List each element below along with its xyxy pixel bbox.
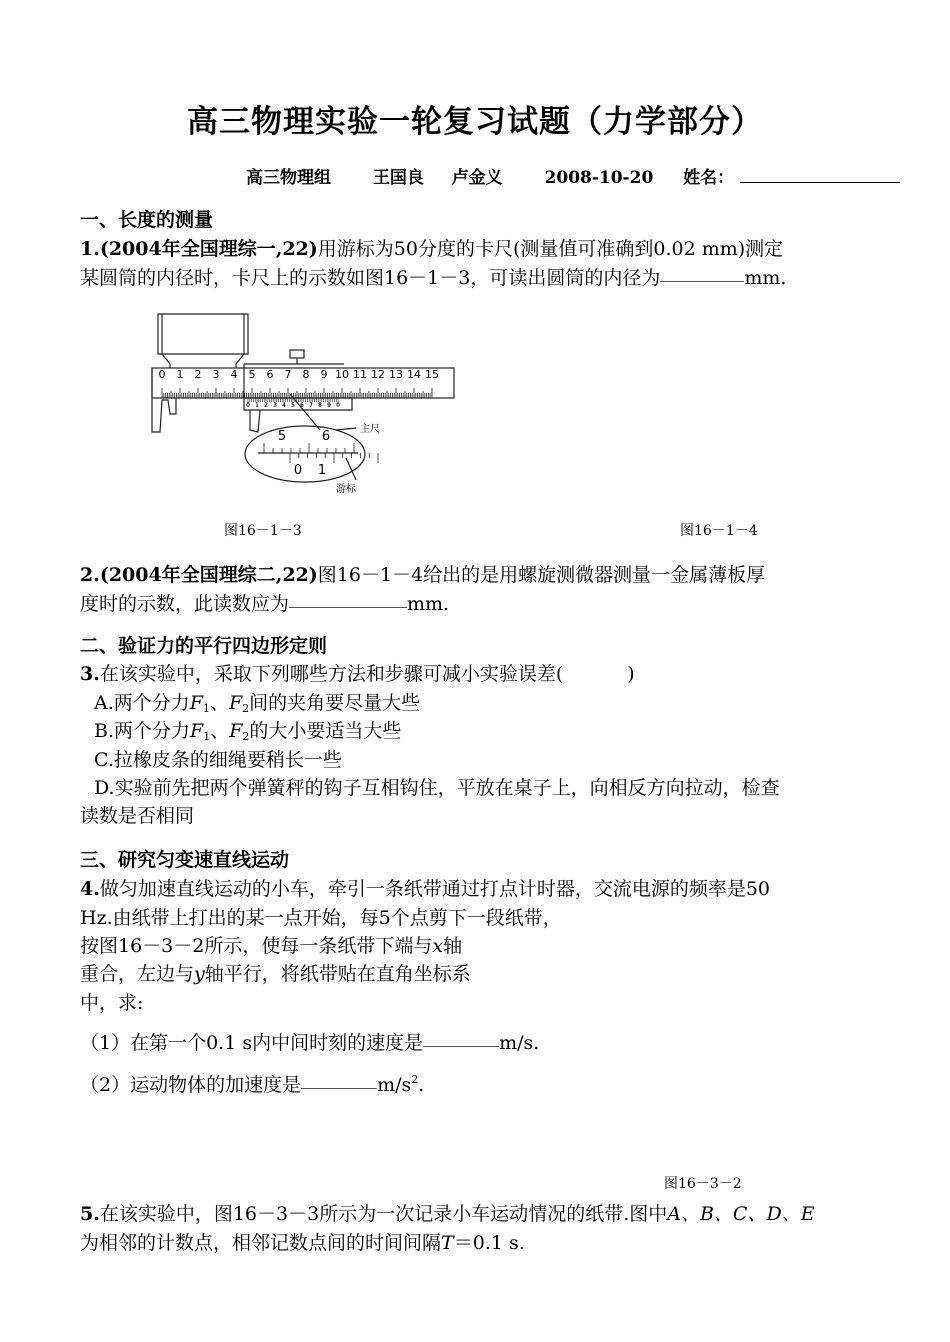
q5-points: A、B、C、D、E [667,1203,815,1225]
q2-text2: 度时的示数，此读数应为 [80,593,290,615]
x-axis-symbol: x [432,935,444,957]
q4-sub2-text: （2）运动物体的加速度是 [80,1074,302,1096]
page-title: 高三物理实验一轮复习试题（力学部分） [187,104,763,140]
sep: 、 [210,720,230,742]
q4-end: . [418,1074,425,1096]
q2-number: 2. [80,564,100,586]
q1-source: (2004年全国理综一,22) [99,238,318,260]
sub-2: 2 [242,702,250,715]
q3-option-b-post: 的大小要适当大些 [249,720,402,742]
main-scale-label: 8 [302,368,310,381]
zoom-main-label: 5 [277,429,287,444]
main-scale-label: 13 [389,368,403,381]
q3-stem-text: 在该实验中，采取下列哪些方法和步骤可减小实验误差( [99,663,564,685]
main-scale-label: 6 [266,368,274,381]
main-scale-label: 4 [230,368,238,381]
sub-2: 2 [242,730,250,743]
section1-heading: 一、长度的测量 [80,209,214,231]
q3-stem [80,659,635,686]
vernier-scale-label: 0 [336,402,340,409]
main-scale-label: 2 [194,368,202,381]
name-blank[interactable] [740,182,900,183]
vernier-scale-label: 0 [246,402,250,409]
q5-number: 5. [80,1203,100,1225]
zoom-vernier-label: 1 [317,463,327,478]
q1-text1: 用游标为50分度的卡尺(测量值可准确到0.02 mm)测定 [317,238,784,260]
q2-line1 [80,560,765,587]
q4-line1 [80,874,770,901]
zoom-main-label: 6 [321,429,331,444]
q4-line2: Hz.由纸带上打出的某一点开始，每5个点剪下一段纸带， [80,907,562,929]
q2-unit: mm. [407,593,450,615]
q4-sup2: 2 [411,1073,419,1086]
q5-line2 [80,1228,525,1255]
force-f1: F [190,720,204,742]
main-scale-label: 1 [176,368,184,381]
q5-text2: 为相邻的计数点，相邻记数点间的时间间隔 [80,1232,442,1254]
q4-text4-post: 轴平行，将纸带贴在直角坐标系 [204,963,471,985]
q3-option-b-pre: B.两个分力 [94,720,191,742]
q3-number: 3. [80,663,100,685]
vernier-scale-label: 2 [264,402,268,409]
q1-text2: 某圆筒的内径时，卡尺上的示数如图16－1－3，可读出圆筒的内径为 [80,267,661,289]
q4-line4 [80,959,471,986]
q1-answer-blank[interactable] [660,280,744,282]
q3-option-a[interactable] [94,688,420,715]
q2-source: (2004年全国理综二,22) [99,564,318,586]
vernier-scale-label: 5 [291,402,295,409]
q3-option-a-post: 间的夹角要尽量大些 [249,692,421,714]
q3-option-d-line2: 读数是否相同 [80,805,195,827]
vernier-scale-label: 1 [255,402,259,409]
byline-author1: 王国良 [372,168,424,188]
vernier-scale-label: 6 [300,402,304,409]
main-scale-label: 3 [212,368,220,381]
main-scale-label: 14 [407,368,421,381]
q4-sub2-unit: m/s [377,1074,412,1096]
main-scale-label: 11 [353,368,367,381]
q5-text2-post: ＝0.1 s. [453,1232,525,1254]
main-scale-label: 0 [158,368,166,381]
q4-sub2-blank[interactable] [301,1087,377,1089]
vernier-scale-label: 7 [309,402,313,409]
main-scale-label: 9 [320,368,328,381]
main-scale-label: 7 [284,368,292,381]
vernier-scale-label: 9 [327,402,331,409]
byline-name-label: 姓名： [683,168,735,188]
label-vernier: 游标 [336,484,356,495]
vernier-scale-label: 3 [273,402,277,409]
q4-text1: 做匀加速直线运动的小车，牵引一条纸带通过打点计时器，交流电源的频率是50 [99,878,771,900]
q2-answer-blank[interactable] [289,606,407,608]
cylinder-body [158,314,248,354]
zoom-ellipse [245,426,365,482]
vernier-scale-label: 8 [318,402,322,409]
byline-group: 高三物理组 [246,168,331,188]
q4-sub1-unit: m/s. [499,1032,540,1054]
sub-1: 1 [203,730,211,743]
q5-t-symbol: T [441,1232,454,1254]
q3-option-b[interactable] [94,716,401,743]
figure-caption-16-3-2: 图16－3－2 [664,1176,742,1192]
q5-line1 [80,1199,815,1226]
byline-author2: 卢金义 [451,168,503,188]
main-scale-label: 12 [371,368,385,381]
q5-text1: 在该实验中，图16－3－3所示为一次记录小车运动情况的纸带.图中 [99,1203,668,1225]
byline-date: 2008-10-20 [544,168,654,188]
q2-text1: 图16－1－4给出的是用螺旋测微器测量一金属薄板厚 [317,564,766,586]
section2-heading: 二、验证力的平行四边形定则 [80,635,328,657]
q4-sub1-text: （1）在第一个0.1 s内中间时刻的速度是 [80,1032,424,1054]
force-f2: F [229,720,243,742]
zoom-vernier-label: 0 [293,463,303,478]
q4-line3 [80,931,462,958]
q4-sub1 [80,1028,539,1055]
figure-caption-16-1-4: 图16－1－4 [680,523,758,539]
section3-heading: 三、研究匀变速直线运动 [80,849,290,871]
q1-unit: mm. [744,267,787,289]
figure-caption-16-1-3: 图16－1－3 [224,523,302,539]
q4-number: 4. [80,878,100,900]
sub-1: 1 [202,702,210,715]
force-f2: F [228,692,243,714]
force-f1: F [189,692,203,714]
q3-option-a-pre: A.两个分力 [94,692,190,714]
vernier-scale-label: 4 [282,402,286,409]
q4-text3-pre: 按图16－3－2所示，使每一条纸带下端与 [80,935,433,957]
main-scale-label: 5 [248,368,256,381]
y-axis-symbol: y [194,963,205,985]
q4-text4-pre: 重合，左边与 [80,963,195,985]
sep: 、 [209,692,229,714]
q2-line2 [80,589,449,616]
label-main-scale: 主尺 [360,424,380,435]
q1-line2 [80,263,786,290]
q4-line5: 中，求: [80,992,144,1014]
q3-option-d-line1[interactable]: D.实验前先把两个弹簧秤的钩子互相钩住，平放在桌子上，向相反方向拉动，检查 [94,777,780,799]
q4-sub2 [80,1070,424,1097]
vernier-caliper-figure [140,306,460,496]
q3-close-paren: ) [627,663,635,685]
byline [246,163,900,188]
q1-number: 1. [80,238,100,260]
q3-option-c[interactable]: C.拉橡皮条的细绳要稍长一些 [94,749,342,771]
q1-line1 [80,234,783,261]
q4-text3-post: 轴 [443,935,463,957]
q4-sub1-blank[interactable] [423,1045,499,1047]
main-scale-label: 15 [425,368,439,381]
main-scale-label: 10 [335,368,349,381]
